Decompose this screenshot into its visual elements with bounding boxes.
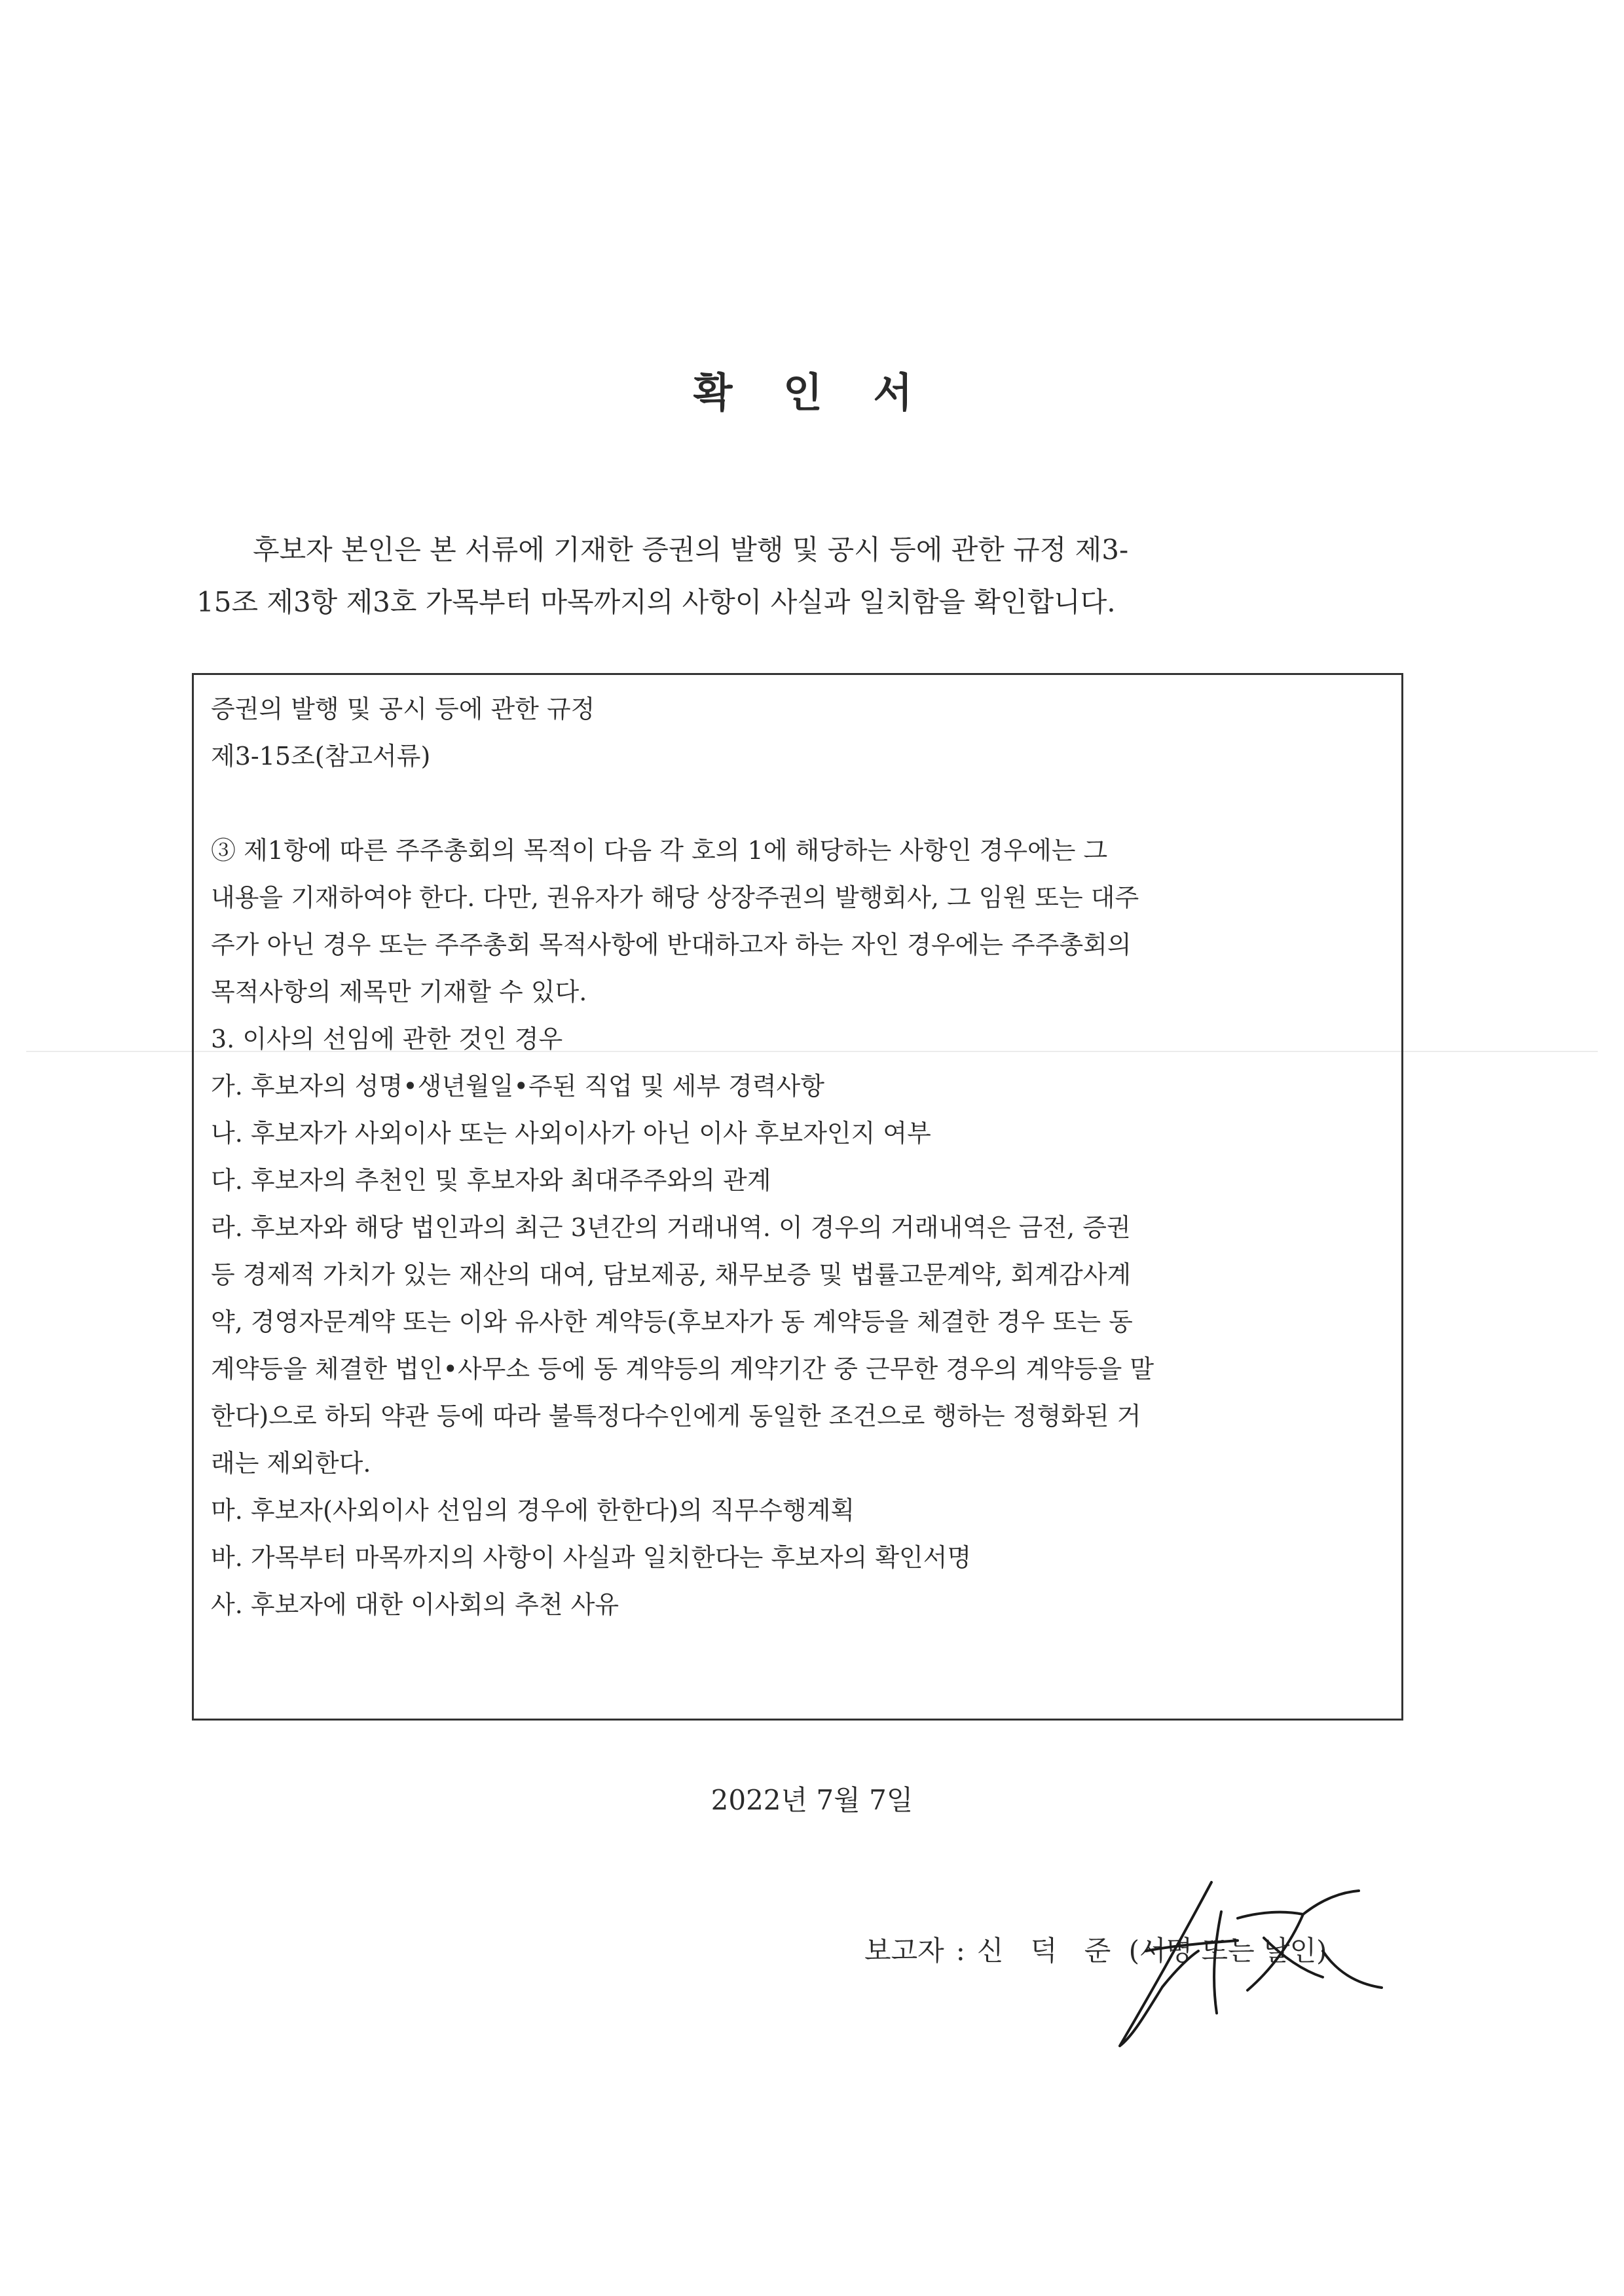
item-line: 마. 후보자(사외이사 선임의 경우에 한한다)의 직무수행계획 [211, 1496, 855, 1525]
page-title: 확 인 서 [693, 369, 931, 416]
clause-line: 목적사항의 제목만 기재할 수 있다. [211, 977, 587, 1006]
regulation-box [192, 673, 1403, 1721]
clause-line: 주가 아닌 경우 또는 주주총회 목적사항에 반대하고자 하는 자인 경우에는 주주총회의 [211, 930, 1132, 959]
intro-paragraph [196, 524, 1441, 629]
reporter-label: 보고자 [864, 1935, 944, 1967]
intro-line-2: 15조 제3항 제3호 가목부터 마목까지의 사항이 사실과 일치함을 확인합니다. [196, 586, 1116, 618]
item-line: 사. 후보자에 대한 이사회의 추천 사유 [211, 1590, 619, 1619]
item-line: 3. 이사의 선임에 관한 것인 경우 [211, 1025, 563, 1053]
reporter-name: 신 덕 준 [976, 1935, 1120, 1967]
item-line: 한다)으로 하되 약관 등에 따라 불특정다수인에게 동일한 조건으로 행하는 정형화된 거 [211, 1402, 1141, 1430]
item-line: 다. 후보자의 추천인 및 후보자와 최대주주와의 관계 [211, 1166, 771, 1195]
item-line: 약, 경영자문계약 또는 이와 유사한 계약등(후보자가 동 계약등을 체결한 경우 또는 동 [211, 1307, 1133, 1336]
item-line: 계약등을 체결한 법인•사무소 등에 동 계약등의 계약기간 중 근무한 경우의 계약등을 말 [211, 1355, 1154, 1383]
regulation-article: 제3-15조(참고서류) [211, 742, 431, 771]
regulation-heading: 증권의 발행 및 공시 등에 관한 규정 [211, 695, 595, 723]
item-line: 바. 가목부터 마목까지의 사항이 사실과 일치한다는 후보자의 확인서명 [211, 1543, 972, 1572]
document-date: 2022년 7월 7일 [710, 1784, 913, 1816]
sign-note: (서명 또는 날인) [1128, 1935, 1327, 1967]
clause-line: ③ 제1항에 따른 주주총회의 목적이 다음 각 호의 1에 해당하는 사항인 경우에는 그 [211, 836, 1108, 865]
reporter-separator: : [955, 1935, 965, 1967]
item-line: 나. 후보자가 사외이사 또는 사외이사가 아닌 이사 후보자인지 여부 [211, 1119, 931, 1148]
handwritten-signature [1107, 1872, 1408, 2056]
spacer [211, 780, 1386, 827]
item-line: 래는 제외한다. [211, 1449, 371, 1478]
clause-line: 내용을 기재하여야 한다. 다만, 권유자가 해당 상장주권의 발행회사, 그 임원 또는 대주 [211, 883, 1139, 912]
item-line: 가. 후보자의 성명•생년월일•주된 직업 및 세부 경력사항 [211, 1072, 824, 1101]
intro-line-1: 후보자 본인은 본 서류에 기재한 증권의 발행 및 공시 등에 관한 규정 제3- [253, 534, 1129, 566]
item-line: 등 경제적 가치가 있는 재산의 대여, 담보제공, 채무보증 및 법률고문계약, 회계감사계 [211, 1260, 1132, 1289]
item-line: 라. 후보자와 해당 법인과의 최근 3년간의 거래내역. 이 경우의 거래내역은 금전, 증권 [211, 1213, 1131, 1242]
